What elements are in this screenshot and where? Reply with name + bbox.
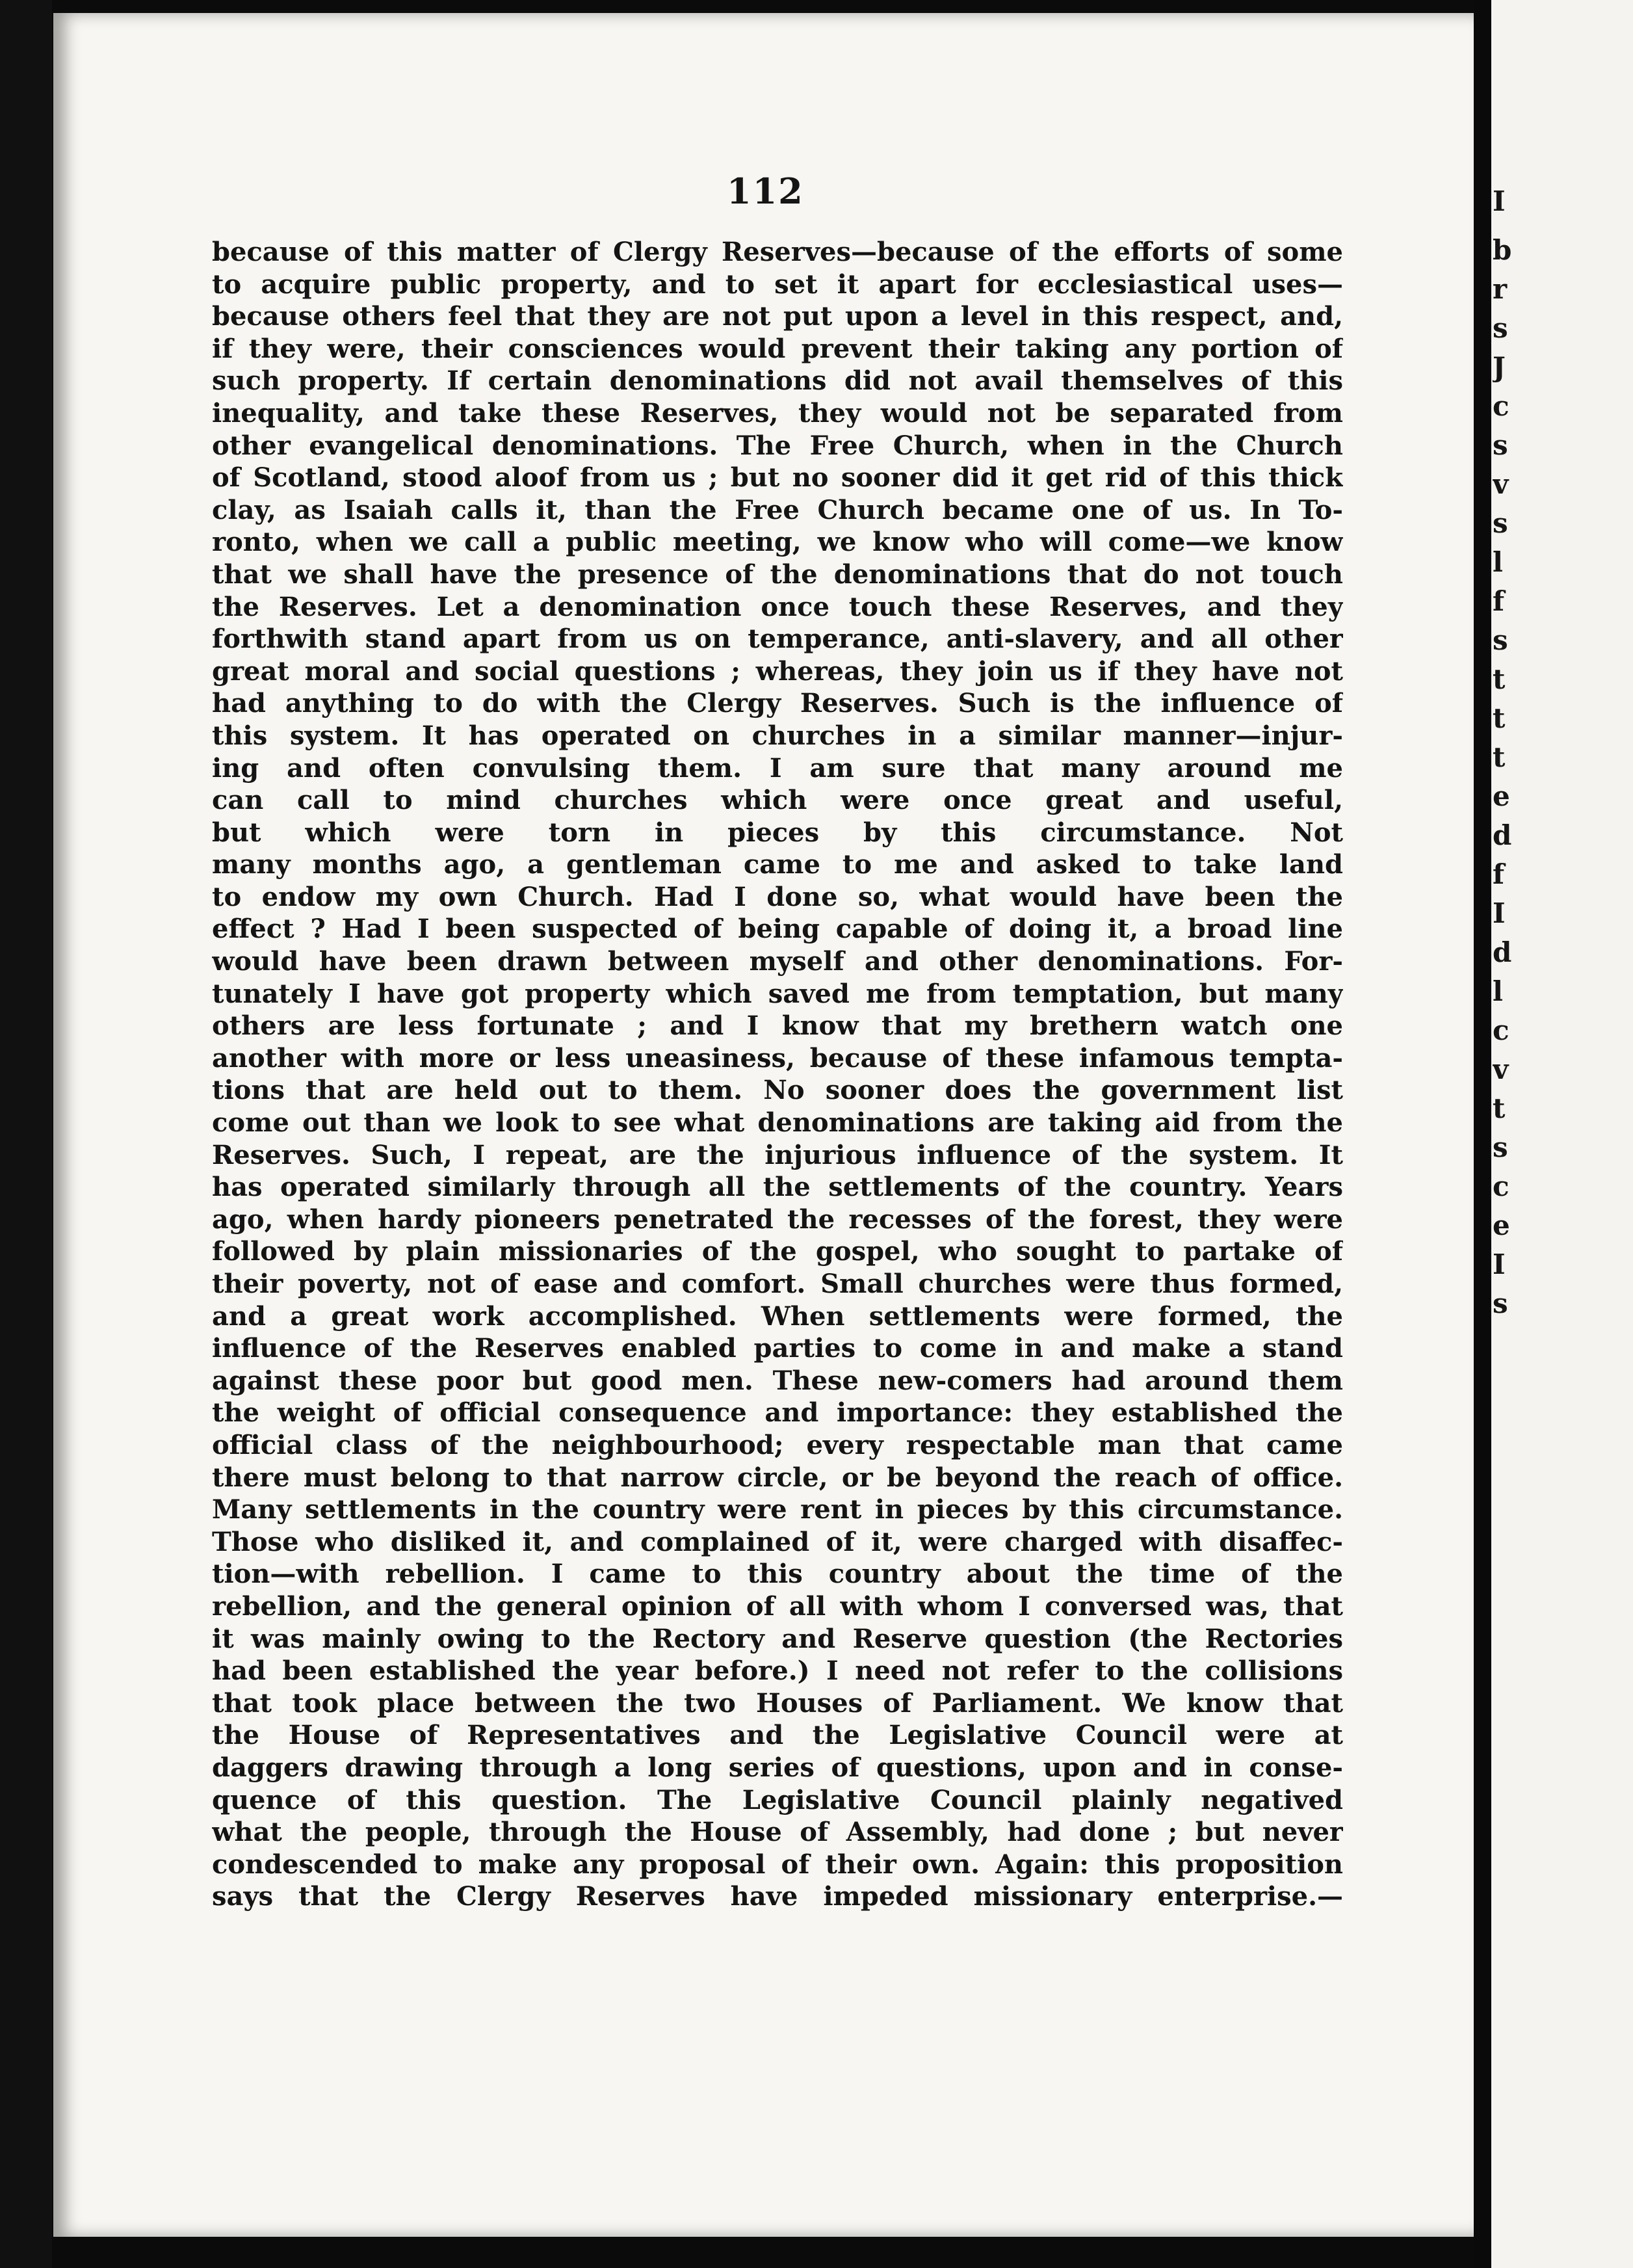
text-line: because of this matter of Clergy Reserves—because of the efforts of some	[212, 237, 1343, 267]
facing-page-glyph: c	[1493, 390, 1509, 422]
text-line: ago, when hardy pioneers penetrated the recesses of the forest, they were	[212, 1204, 1343, 1235]
text-line: followed by plain missionaries of the gospel, who sought to partake of	[212, 1236, 1343, 1267]
facing-page-glyph: d	[1493, 936, 1512, 968]
facing-page-glyph: v	[1493, 1053, 1509, 1085]
facing-page-glyph: I	[1493, 1248, 1506, 1280]
facing-page-glyph: l	[1493, 546, 1503, 578]
text-line: official class of the neighbourhood; every respectable man that came	[212, 1429, 1343, 1460]
book-binding-edge	[0, 0, 52, 2268]
facing-page-glyph: d	[1493, 819, 1512, 851]
text-line: says that the Clergy Reserves have impeded missionary enterprise.—	[212, 1881, 1343, 1912]
text-line: it was mainly owing to the Rectory and Reserve question (the Rectories	[212, 1623, 1343, 1654]
text-line: what the people, through the House of Assembly, had done ; but never	[212, 1817, 1343, 1848]
text-line: and a great work accomplished. When settlements were formed, the	[212, 1300, 1343, 1332]
page-gutter	[1474, 0, 1491, 2268]
facing-page-glyph: r	[1493, 273, 1508, 305]
body-text	[212, 236, 1343, 1913]
text-line: that took place between the two Houses of Parliament. We know that	[212, 1687, 1343, 1719]
text-line: come out than we look to see what denominations are taking aid from the	[212, 1107, 1343, 1139]
text-line: others are less fortunate ; and I know that my brethern watch one	[212, 1010, 1343, 1042]
facing-page-edge	[1491, 0, 1633, 2268]
text-line: Those who disliked it, and complained of it, were charged with disaffec-	[212, 1526, 1343, 1557]
text-line: because others feel that they are not put upon a level in this respect, and,	[212, 301, 1343, 332]
text-line: the weight of official consequence and importance: they established the	[212, 1397, 1343, 1429]
text-line: to acquire public property, and to set it apart for ecclesiastical uses—	[212, 269, 1343, 300]
facing-page-glyph: v	[1493, 468, 1509, 500]
text-line: Many settlements in the country were rent in pieces by this circumstance.	[212, 1494, 1343, 1525]
facing-page-glyph: e	[1493, 780, 1510, 812]
text-line: the House of Representatives and the Legislative Council were at	[212, 1720, 1343, 1751]
facing-page-glyph: t	[1493, 702, 1506, 734]
text-line: forthwith stand apart from us on temperance, anti-slavery, and all other	[212, 624, 1343, 655]
text-line: that we shall have the presence of the denominations that do not touch	[212, 559, 1343, 590]
facing-page-glyph: I	[1493, 185, 1506, 217]
facing-page-glyph: c	[1493, 1170, 1509, 1202]
text-line: this system. It has operated on churches in a similar manner—injur-	[212, 720, 1343, 751]
text-line: other evangelical denominations. The Free Church, when in the Church	[212, 430, 1343, 461]
text-line: of Scotland, stood aloof from us ; but no sooner did it get rid of this thick	[212, 462, 1343, 494]
text-line: condescended to make any proposal of their own. Again: this proposition	[212, 1849, 1343, 1880]
facing-page-glyph: b	[1493, 234, 1512, 266]
text-line: many months ago, a gentleman came to me and asked to take land	[212, 849, 1343, 880]
facing-page-glyph: c	[1493, 1014, 1509, 1046]
facing-page-glyph: f	[1493, 585, 1505, 617]
text-line: their poverty, not of ease and comfort. Small churches were thus formed,	[212, 1269, 1343, 1299]
text-line: tions that are held out to them. No sooner does the government list	[212, 1075, 1343, 1106]
text-line: clay, as Isaiah calls it, than the Free Church became one of us. In To-	[212, 494, 1343, 525]
text-line: had been established the year before.) I need not refer to the collisions	[212, 1655, 1343, 1687]
text-line: tion—with rebellion. I came to this country about the time of the	[212, 1559, 1343, 1590]
facing-page-glyph: e	[1493, 1209, 1510, 1241]
text-line: the Reserves. Let a denomination once touch these Reserves, and they	[212, 591, 1343, 622]
facing-page-glyph: s	[1493, 429, 1508, 461]
text-line: such property. If certain denominations did not avail themselves of this	[212, 365, 1343, 397]
facing-page-glyph: s	[1493, 1131, 1508, 1163]
text-line: another with more or less uneasiness, because of these infamous tempta-	[212, 1042, 1343, 1074]
text-line: great moral and social questions ; whereas, they join us if they have not	[212, 655, 1343, 687]
facing-page-glyph: t	[1493, 1092, 1506, 1124]
facing-page-glyph: s	[1493, 624, 1508, 656]
text-line: to endow my own Church. Had I done so, what would have been the	[212, 881, 1343, 912]
facing-page-glyph: l	[1493, 975, 1503, 1007]
text-line: against these poor but good men. These new-comers had around them	[212, 1365, 1343, 1396]
text-line: rebellion, and the general opinion of all with whom I conversed was, that	[212, 1590, 1343, 1622]
facing-page-glyph: s	[1493, 507, 1508, 539]
facing-page-glyph: t	[1493, 741, 1506, 773]
facing-page-glyph: J	[1493, 351, 1506, 383]
text-line: ronto, when we call a public meeting, we know who will come—we know	[212, 527, 1343, 558]
text-line: inequality, and take these Reserves, they would not be separated from	[212, 397, 1343, 429]
text-line: effect ? Had I been suspected of being capable of doing it, a broad line	[212, 914, 1343, 945]
text-line: influence of the Reserves enabled parties to come in and make a stand	[212, 1333, 1343, 1364]
text-line: Reserves. Such, I repeat, are the injurious influence of the system. It	[212, 1139, 1343, 1170]
text-line: had anything to do with the Clergy Reserves. Such is the influence of	[212, 688, 1343, 719]
facing-page-glyph: I	[1493, 897, 1506, 929]
text-line: if they were, their consciences would prevent their taking any portion of	[212, 333, 1343, 364]
text-line: tunately I have got property which saved me from temptation, but many	[212, 978, 1343, 1009]
text-line: can call to mind churches which were once great and useful,	[212, 785, 1343, 816]
text-line: would have been drawn between myself and other denominations. For-	[212, 946, 1343, 977]
text-line: daggers drawing through a long series of questions, upon and in conse-	[212, 1752, 1343, 1783]
facing-page-glyph: f	[1493, 858, 1505, 890]
text-line: has operated similarly through all the settlements of the country. Years	[212, 1172, 1343, 1203]
text-line: quence of this question. The Legislative Council plainly negatived	[212, 1784, 1343, 1815]
text-line: ing and often convulsing them. I am sure that many around me	[212, 752, 1343, 784]
text-line: there must belong to that narrow circle, or be beyond the reach of office.	[212, 1462, 1343, 1493]
facing-page-glyph: t	[1493, 663, 1506, 695]
facing-page-glyph: s	[1493, 1287, 1508, 1319]
page-number: 112	[727, 170, 804, 212]
facing-page-glyph: s	[1493, 312, 1508, 344]
text-line: but which were torn in pieces by this circumstance. Not	[212, 817, 1343, 848]
